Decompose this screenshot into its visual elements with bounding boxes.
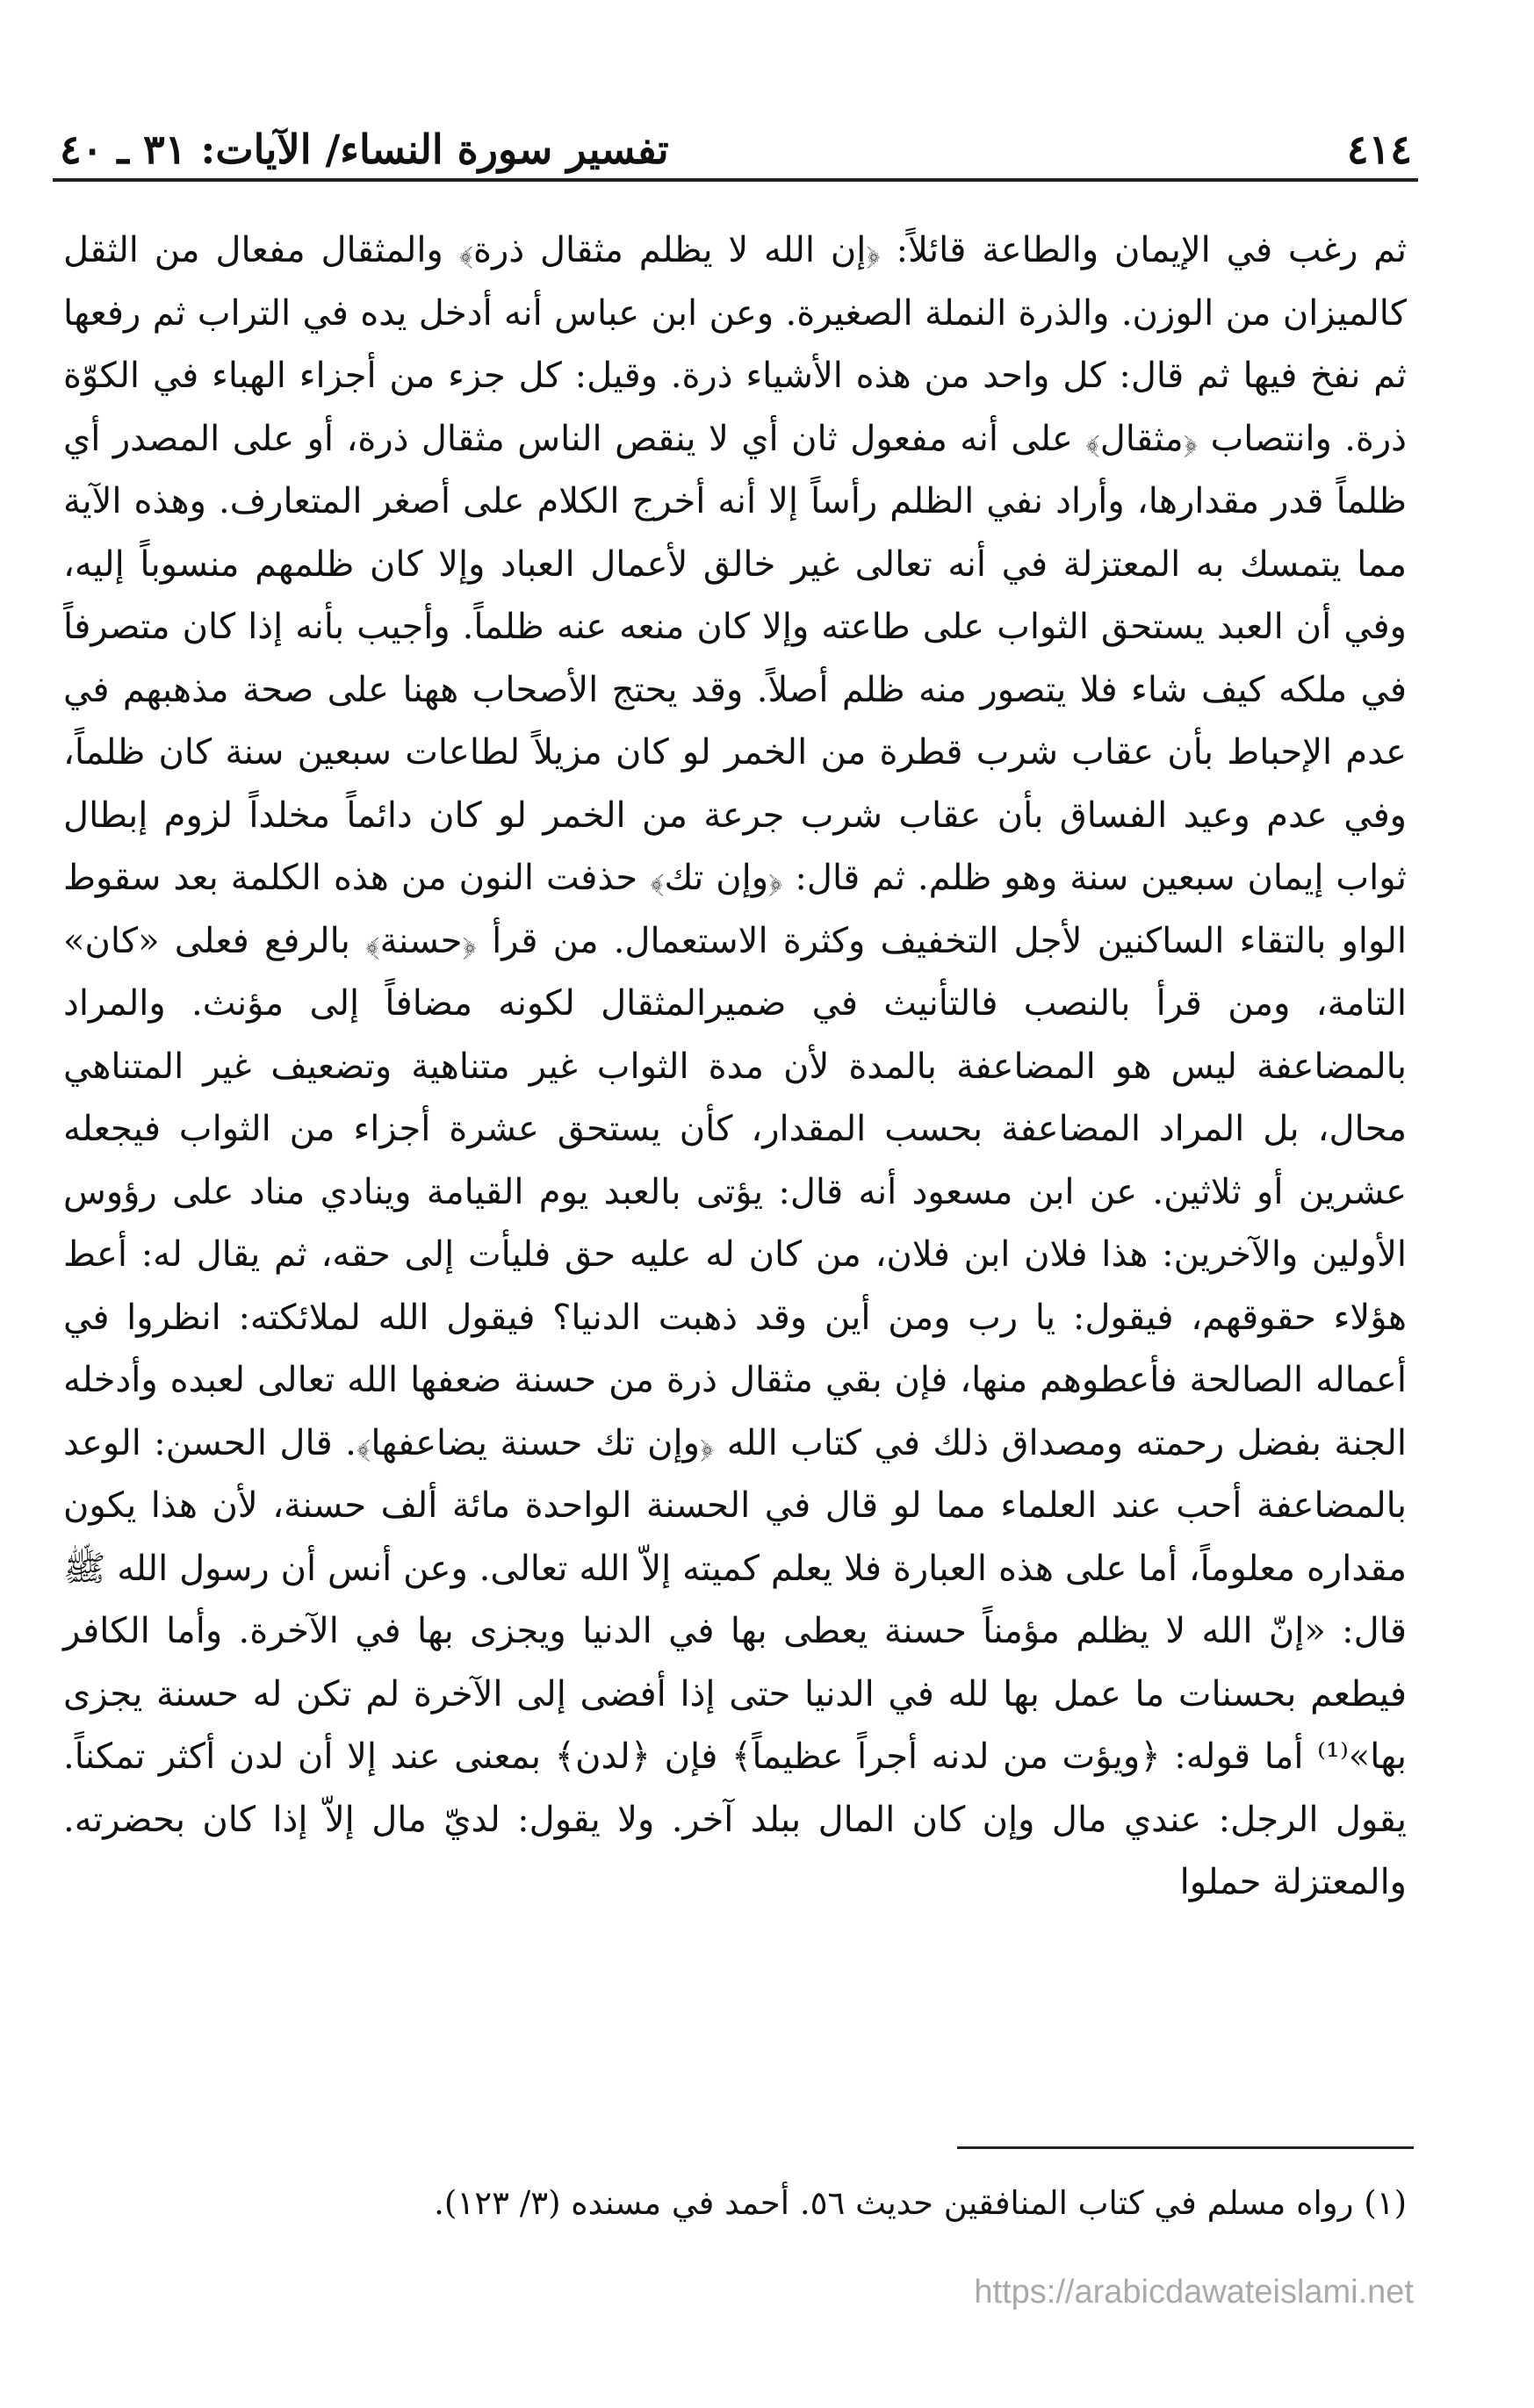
page-header — [60, 119, 1412, 180]
main-paragraph: ثم رغب في الإيمان والطاعة قائلاً: ﴿إن الله لا يظلم مثقال ذرة﴾ والمثقال مفعال من الثقل كالميزان من الوزن. والذرة النملة الصغيرة. وعن ابن عباس أنه أدخل يده في التراب ثم رفعها ثم نفخ فيها ثم قال: كل واحد من هذه الأشياء ذرة. وقيل: كل جزء من أجزاء الهباء في الكوّة ذرة. وانتصاب ﴿مثقال﴾ على أنه مفعول ثان أي لا ينقص الناس مثقال ذرة، أو على المصدر أي ظلماً قدر مقدارها، وأراد نفي الظلم رأساً إلا أنه أخرج الكلام على أصغر المتعارف. وهذه الآية مما يتمسك به المعتزلة في أنه تعالى غير خالق لأعمال العباد وإلا كان ظلمهم منسوباً إليه، وفي أن العبد يستحق الثواب على طاعته وإلا كان منعه عنه ظلماً. وأجيب بأنه إذا كان متصرفاً في ملكه كيف شاء فلا يتصور منه ظلم أصلاً. وقد يحتج الأصحاب ههنا على صحة مذهبهم في عدم الإحباط بأن عقاب شرب قطرة من الخمر لو كان مزيلاً لطاعات سبعين سنة كان ظلماً، وفي عدم وعيد الفساق بأن عقاب شرب جرعة من الخمر لو كان دائماً مخلداً لزوم إبطال ثواب إيمان سبعين سنة وهو ظلم. ثم قال: ﴿وإن تك﴾ حذفت النون من هذه الكلمة بعد سقوط الواو بالتقاء الساكنين لأجل التخفيف وكثرة الاستعمال. من قرأ ﴿حسنة﴾ بالرفع فعلى «كان» التامة، ومن قرأ بالنصب فالتأنيث في ضميرالمثقال لكونه مضافاً إلى مؤنث. والمراد بالمضاعفة ليس هو المضاعفة بالمدة لأن مدة الثواب غير متناهية وتضعيف غير المتناهي محال، بل المراد المضاعفة بحسب المقدار، كأن يستحق عشرة أجزاء من الثواب فيجعله عشرين أو ثلاثين. عن ابن مسعود أنه قال: يؤتى بالعبد يوم القيامة وينادي مناد على رؤوس الأولين والآخرين: هذا فلان ابن فلان، من كان له عليه حق فليأت إلى حقه، ثم يقال له: أعط هؤلاء حقوقهم، فيقول: يا رب ومن أين وقد ذهبت الدنيا؟ فيقول الله لملائكته: انظروا في أعماله الصالحة فأعطوهم منها، فإن بقي مثقال ذرة من حسنة ضعفها الله تعالى لعبده وأدخله الجنة بفضل رحمته ومصداق ذلك في كتاب الله ﴿وإن تك حسنة يضاعفها﴾. قال الحسن: الوعد بالمضاعفة أحب عند العلماء مما لو قال في الحسنة الواحدة مائة ألف حسنة، لأن هذا يكون مقداره معلوماً، أما على هذه العبارة فلا يعلم كميته إلاّ الله تعالى. وعن أنس أن رسول الله ﷺ قال: «إنّ الله لا يظلم مؤمناً حسنة يعطى بها في الدنيا ويجزى بها في الآخرة. وأما الكافر فيطعم بحسنات ما عمل بها لله في الدنيا حتى إذا أفضى إلى الآخرة لم تكن له حسنة يجزى بها»⁽¹⁾ أما قوله: ﴿ويؤت من لدنه أجراً عظيماً﴾ فإن ﴿لدن﴾ بمعنى عند إلا أن لدن أكثر تمكناً. يقول الرجل: عندي مال وإن كان المال ببلد آخر. ولا يقول: لديّ مال إلاّ إذا كان بحضرته. والمعتزلة حملوا — [63, 230, 1408, 1902]
main-text — [63, 219, 1407, 1915]
running-title: تفسير سورة النساء/ الآيات: ٣١ ـ ٤٠ — [60, 126, 669, 173]
watermark-url: https://arabicdawateislami.net — [974, 2274, 1414, 2311]
footnote: (١) رواه مسلم في كتاب المنافقين حديث ٥٦. أحمد في مسنده (٣/ ١٢٣). — [434, 2184, 1407, 2222]
footnote-rule — [957, 2146, 1414, 2149]
header-rule — [53, 178, 1418, 182]
page-number: ٤١٤ — [1346, 126, 1412, 173]
